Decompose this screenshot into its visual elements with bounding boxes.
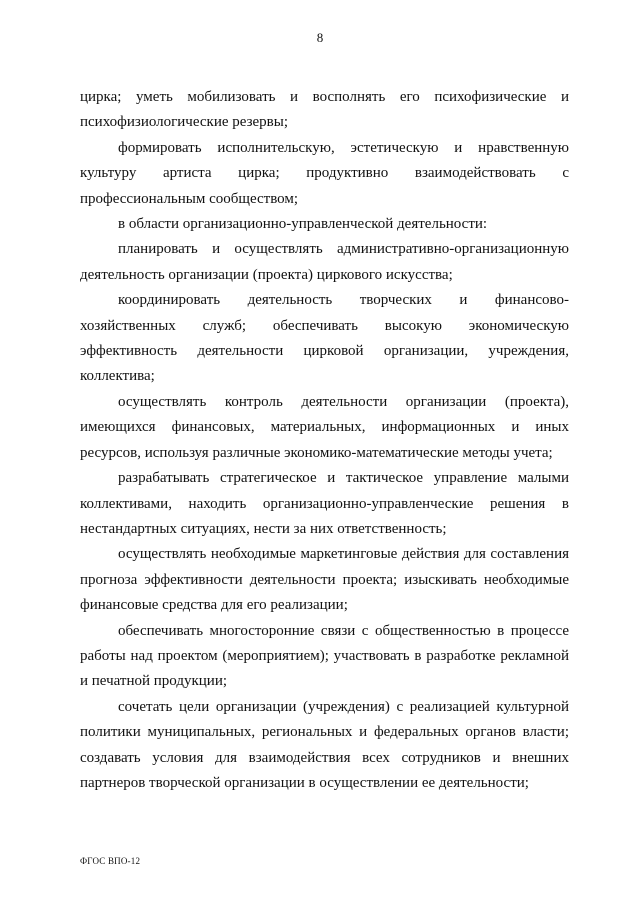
paragraph-4: планировать и осуществлять административно-организационную деятельность организации (проекта) циркового искусства;	[80, 241, 569, 283]
document-footer: ФГОС ВПО-12	[80, 856, 141, 866]
document-body	[80, 85, 569, 796]
paragraph-3-section-heading: в области организационно-управленческой деятельности:	[118, 216, 488, 233]
paragraph-9: обеспечивать многосторонние связи с общественностью в процессе работы над проектом (мероприятием); участвовать в разработке рекламной и печатной продукции;	[80, 622, 569, 690]
paragraph-7: разрабатывать стратегическое и тактическое управление малыми коллективами, находить организационно-управленческие решения в нестандартных ситуациях, нести за них ответственность;	[80, 470, 569, 537]
paragraph-6: осуществлять контроль деятельности организации (проекта), имеющихся финансовых, материальных, информационных и иных ресурсов, используя различные экономико-математические методы учета;	[80, 393, 569, 461]
paragraph-5: координировать деятельность творческих и финансово-хозяйственных служб; обеспечивать высокую экономическую эффективность деятельности цирковой организации, учреждения, коллектива;	[80, 292, 569, 385]
page-number: 8	[316, 30, 324, 45]
paragraph-8: осуществлять необходимые маркетинговые действия для составления прогноза эффективности деятельности проекта; изыскивать необходимые финансовые средства для его реализации;	[80, 546, 569, 614]
paragraph-10: сочетать цели организации (учреждения) с реализацией культурной политики муниципальных, региональных и федеральных органов власти; создавать условия для взаимодействия всех сотрудников и внешних партнеров творческой организации в осуществлении ее деятельности;	[80, 698, 569, 791]
paragraph-1: цирка; уметь мобилизовать и восполнять его психофизические и психофизиологические резервы;	[80, 89, 569, 131]
paragraph-2: формировать исполнительскую, эстетическую и нравственную культуру артиста цирка; продуктивно взаимодействовать с профессиональным сообществом;	[80, 139, 569, 207]
